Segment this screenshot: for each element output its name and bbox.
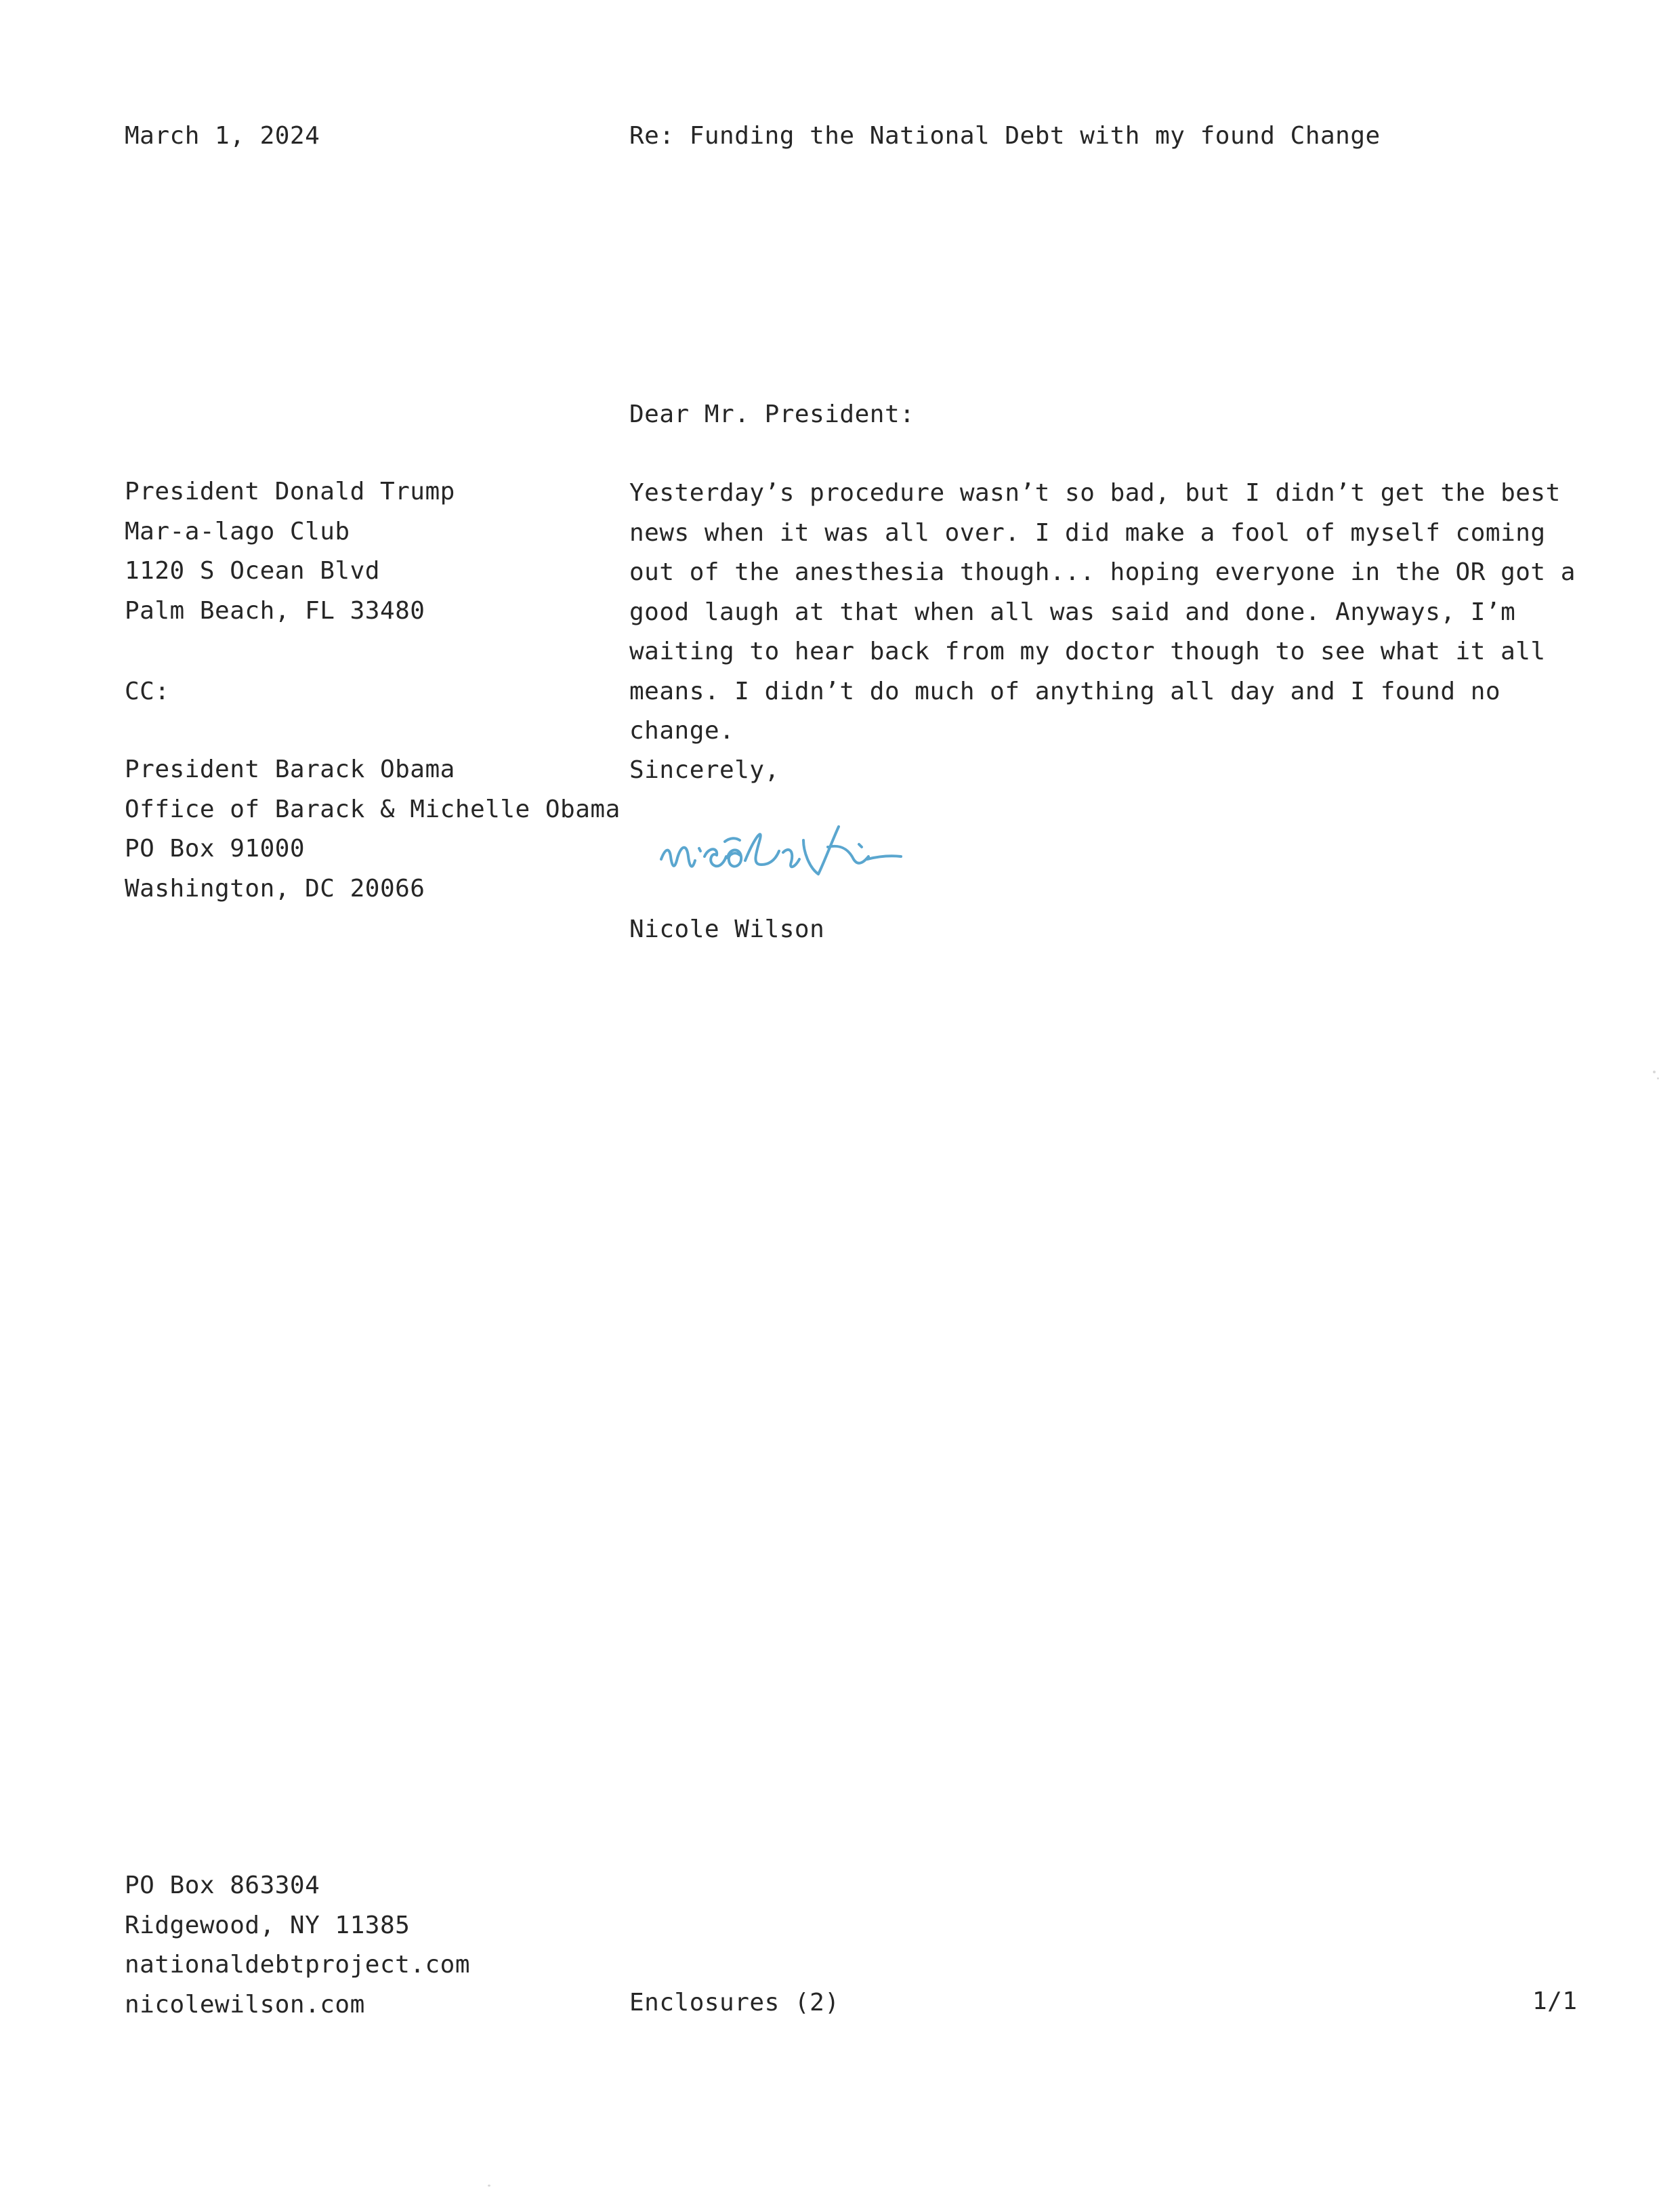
cc-recipient-address (125, 750, 621, 909)
return-address-line: PO Box 863304 (125, 1872, 320, 1899)
cc-recipient-line: PO Box 91000 (125, 835, 306, 863)
return-address (125, 1866, 470, 2025)
recipient-line: President Donald Trump (125, 478, 455, 505)
cc-label: CC: (125, 678, 170, 705)
cc-recipient-line: President Barack Obama (125, 756, 455, 783)
scan-speck (1653, 1071, 1656, 1073)
letter-date: March 1, 2024 (125, 122, 320, 150)
return-address-line: Ridgewood, NY 11385 (125, 1911, 411, 1939)
scan-speck (1657, 1077, 1659, 1079)
page-number: 1/1 (1532, 1987, 1578, 2015)
scan-speck (488, 2185, 490, 2187)
handwritten-signature (650, 800, 989, 901)
cc-recipient-line: Office of Barack & Michelle Obama (125, 795, 621, 823)
salutation: Dear Mr. President: (629, 400, 915, 428)
recipient-line: Mar-a-lago Club (125, 517, 350, 545)
signer-name: Nicole Wilson (629, 915, 825, 943)
valediction: Sincerely, (629, 756, 780, 784)
enclosures-note: Enclosures (2) (629, 1989, 840, 2017)
signature-stroke (661, 827, 901, 874)
cc-recipient-line: Washington, DC 20066 (125, 874, 425, 903)
website-link[interactable]: nationaldebtproject.com (125, 1951, 470, 1979)
recipient-line: Palm Beach, FL 33480 (125, 596, 425, 625)
recipient-line: 1120 S Ocean Blvd (125, 557, 380, 585)
letter-subject: Re: Funding the National Debt with my found Change (629, 122, 1381, 150)
body-paragraph: Yesterday’s procedure wasn’t so bad, but I didn’t get the best news when it was all over. I did make a fool of myself coming out of the anesthesia though... hoping everyone in the OR got a good laugh at that when all was said and done. Anyways, I’m waiting to hear back from my doctor though to see what it all means. I didn’t do much of anything all day and I found no change. (629, 479, 1576, 745)
recipient-address (125, 472, 455, 631)
website-link[interactable]: nicolewilson.com (125, 1990, 365, 2019)
